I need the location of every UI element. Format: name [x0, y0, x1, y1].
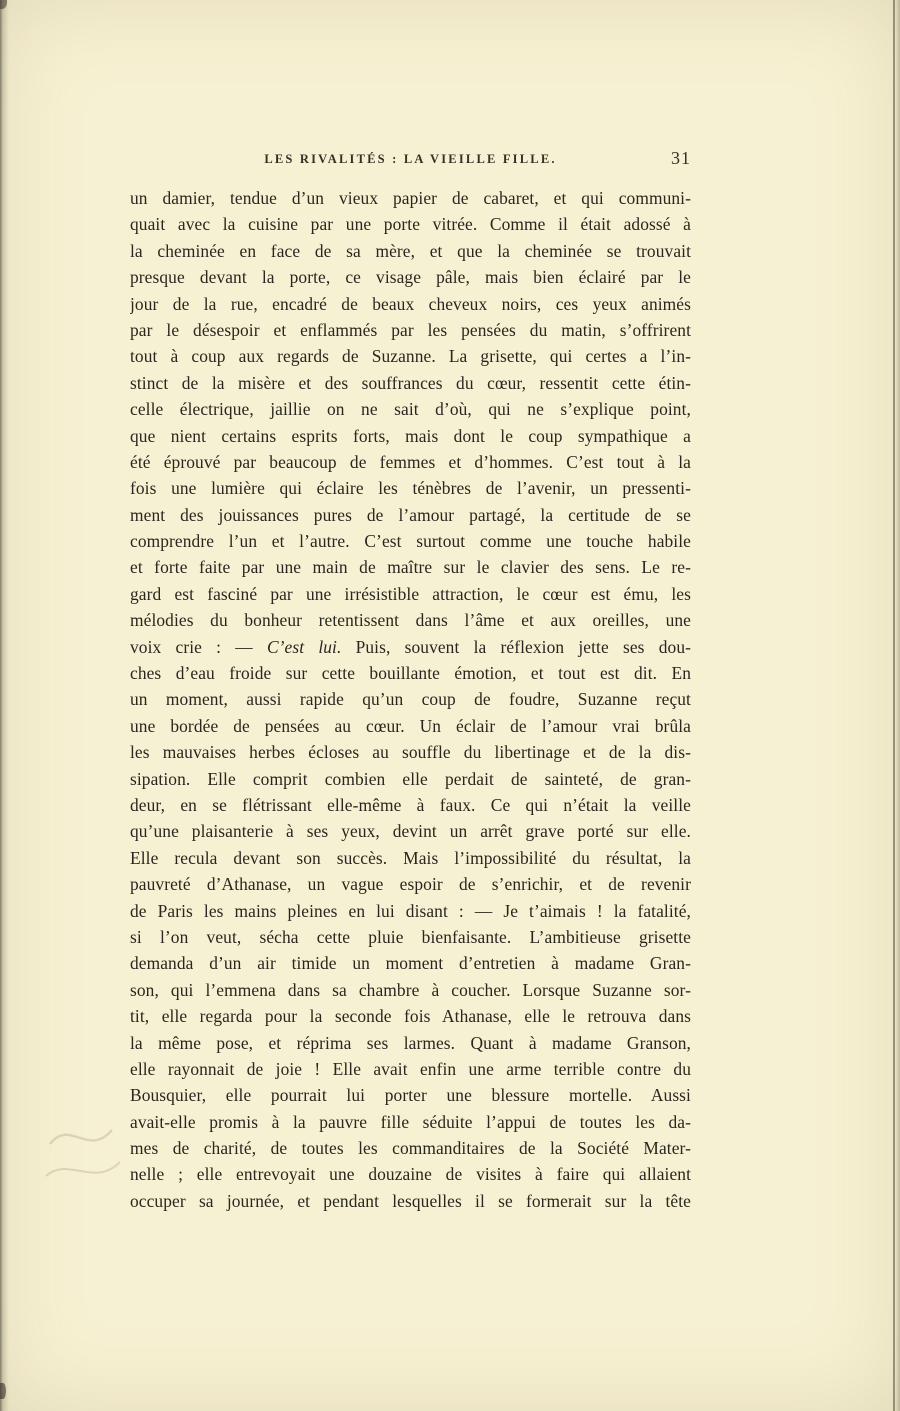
text-segment: nelle ; elle entrevoyait une douzaine de visites à faire qui allaient	[130, 1164, 691, 1185]
text-line	[130, 581, 691, 607]
text-segment: mes de charité, de toutes les commanditaires de la Société Mater-	[130, 1138, 691, 1159]
text-block	[130, 185, 691, 1214]
text-segment: mélodies du bonheur retentissent dans l’âme et aux oreilles, une	[130, 610, 691, 631]
text-segment: tout à coup aux regards de Suzanne. La grisette, qui certes a l’in-	[130, 346, 691, 367]
text-line	[130, 423, 691, 449]
text-line	[130, 766, 691, 792]
scan-speck-bottom-left	[0, 1383, 6, 1399]
scan-edge-left-shadow	[0, 0, 9, 1411]
text-segment: la cheminée en face de sa mère, et que la cheminée se trouvait	[130, 240, 691, 261]
text-line	[130, 370, 691, 396]
text-line	[130, 634, 691, 660]
text-line	[130, 924, 691, 950]
text-line	[130, 1003, 691, 1029]
text-line	[130, 871, 691, 897]
text-line	[130, 317, 691, 343]
text-segment: qu’une plaisanterie à ses yeux, devint un arrêt grave porté sur elle.	[130, 821, 691, 842]
text-segment: la même pose, et réprima ses larmes. Quant à madame Granson,	[130, 1032, 691, 1053]
text-segment: sipation. Elle comprit combien elle perdait de sainteté, de gran-	[130, 768, 691, 789]
text-segment: Elle recula devant son succès. Mais l’impossibilité du résultat, la	[130, 847, 691, 868]
text-segment: et forte faite par une main de maître sur le clavier des sens. Le re-	[130, 557, 691, 578]
text-line	[130, 818, 691, 844]
text-line	[130, 264, 691, 290]
scan-edge-right-shadow	[895, 0, 900, 1411]
text-segment: les mauvaises herbes écloses au souffle du libertinage et de la dis-	[130, 742, 691, 763]
text-segment: fois une lumière qui éclaire les ténèbres de l’avenir, un pressenti-	[130, 478, 691, 499]
running-title: LES RIVALITÉS : LA VIEILLE FILLE.	[264, 152, 557, 166]
text-line	[130, 1188, 691, 1214]
text-segment: occuper sa journée, et pendant lesquelles il se formerait sur la tête	[130, 1190, 691, 1211]
text-line	[130, 1135, 691, 1161]
text-segment: été éprouvé par beaucoup de femmes et d’hommes. C’est tout à la	[130, 451, 691, 472]
text-segment: tit, elle regarda pour la seconde fois Athanase, elle le retrouva dans	[130, 1006, 691, 1027]
text-line	[130, 607, 691, 633]
text-segment: avait-elle promis à la pauvre fille séduite l’appui de toutes les da-	[130, 1111, 691, 1132]
text-segment: Bousquier, elle pourrait lui porter une blessure mortelle. Aussi	[130, 1085, 691, 1106]
text-line	[130, 475, 691, 501]
text-segment: demanda d’un air timide un moment d’entretien à madame Gran-	[130, 953, 691, 974]
text-segment: son, qui l’emmena dans sa chambre à coucher. Lorsque Suzanne sor-	[130, 979, 691, 1000]
text-segment: pauvreté d’Athanase, un vague espoir de s’enrichir, et de revenir	[130, 874, 691, 895]
text-line	[130, 449, 691, 475]
text-line	[130, 396, 691, 422]
text-segment: Puis, souvent la réflexion jette ses dou-	[341, 636, 691, 657]
text-line	[130, 1082, 691, 1108]
text-segment: si l’on veut, sécha cette pluie bienfaisante. L’ambitieuse grisette	[130, 926, 691, 947]
text-line	[130, 554, 691, 580]
text-segment: gard est fasciné par une irrésistible attraction, le cœur est ému, les	[130, 583, 691, 604]
text-segment: que nient certains esprits forts, mais dont le coup sympathique a	[130, 425, 691, 446]
text-segment: celle électrique, jaillie on ne sait d’où, qui ne s’explique point,	[130, 399, 691, 420]
text-segment: une bordée de pensées au cœur. Un éclair de l’amour vrai brûla	[130, 715, 691, 736]
text-line	[130, 660, 691, 686]
text-line	[130, 1161, 691, 1187]
text-line	[130, 528, 691, 554]
text-line	[130, 238, 691, 264]
text-segment: de Paris les mains pleines en lui disant : — Je t’aimais ! la fatalité,	[130, 900, 691, 921]
text-line	[130, 1056, 691, 1082]
scan-edge-right-line	[893, 0, 895, 1411]
text-segment: comprendre l’un et l’autre. C’est surtout comme une touche habile	[130, 531, 691, 552]
text-line	[130, 977, 691, 1003]
text-line	[130, 1030, 691, 1056]
text-segment: presque devant la porte, ce visage pâle, mais bien éclairé par le	[130, 267, 691, 288]
text-segment: voix crie : —	[130, 636, 267, 657]
text-segment-italic: C’est lui.	[266, 636, 342, 657]
text-segment: stinct de la misère et des souffrances du cœur, ressentit cette étin-	[130, 372, 691, 393]
text-segment: deur, en se flétrissant elle-même à faux. Ce qui n’était la veille	[130, 794, 691, 815]
text-segment: un damier, tendue d’un vieux papier de cabaret, et qui communi-	[130, 188, 691, 208]
text-segment: ches d’eau froide sur cette bouillante émotion, et tout est dit. En	[130, 663, 691, 684]
text-segment: jour de la rue, encadré de beaux cheveux noirs, ces yeux animés	[130, 293, 691, 314]
text-line	[130, 950, 691, 976]
page-number: 31	[671, 148, 691, 168]
text-segment: ment des jouissances pures de l’amour partagé, la certitude de se	[130, 504, 691, 525]
text-line	[130, 291, 691, 317]
text-line	[130, 185, 691, 211]
text-line	[130, 739, 691, 765]
page-header	[130, 148, 691, 176]
text-line	[130, 686, 691, 712]
text-line	[130, 343, 691, 369]
text-segment: par le désespoir et enflammés par les pensées du matin, s’offrirent	[130, 319, 691, 340]
text-line	[130, 792, 691, 818]
text-segment: elle rayonnait de joie ! Elle avait enfin une arme terrible contre du	[130, 1058, 691, 1079]
text-line	[130, 713, 691, 739]
text-line	[130, 898, 691, 924]
text-segment: quait avec la cuisine par une porte vitrée. Comme il était adossé à	[130, 214, 691, 235]
text-line	[130, 845, 691, 871]
text-line	[130, 502, 691, 528]
text-segment: un moment, aussi rapide qu’un coup de foudre, Suzanne reçut	[130, 689, 691, 710]
text-line	[130, 1109, 691, 1135]
text-line	[130, 211, 691, 237]
